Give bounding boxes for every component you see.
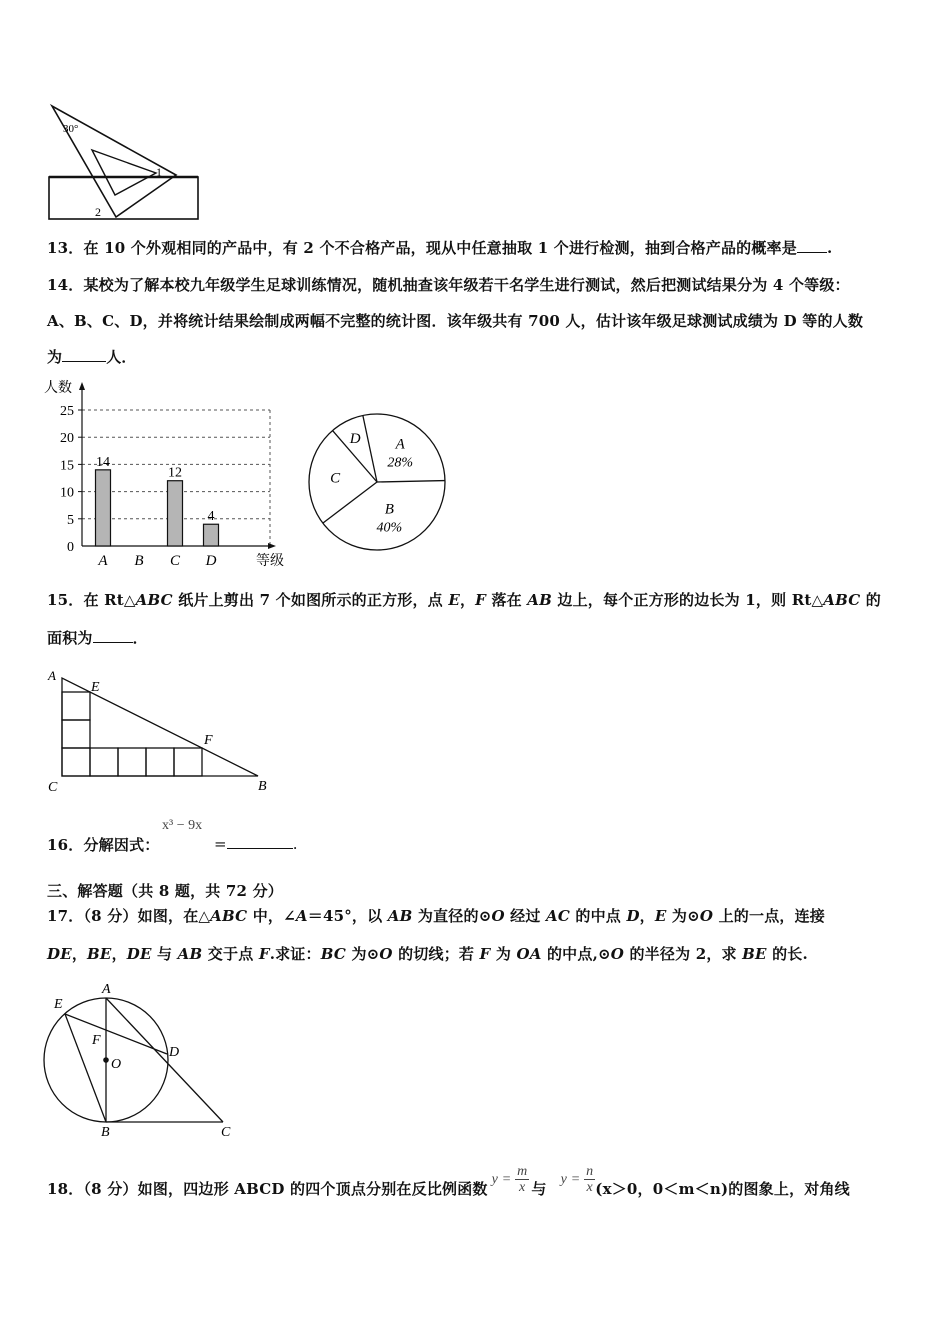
text-segment: 的半径为 2，求 — [624, 945, 743, 963]
text-segment: ， — [459, 591, 476, 609]
pie-slice-b-label: B — [384, 501, 394, 518]
point-f-label: F — [204, 733, 213, 748]
point-c-label: C — [48, 780, 58, 795]
q17-line2 — [47, 943, 808, 964]
x-axis-arrow — [268, 543, 276, 549]
text-segment: x — [519, 1180, 526, 1195]
text-segment: F — [258, 945, 270, 963]
q18-func1 — [492, 1164, 530, 1195]
x-category-label: A — [98, 553, 108, 569]
q15-line1 — [47, 589, 881, 610]
x-category-label: C — [169, 553, 181, 569]
text-segment: .求证： — [269, 945, 321, 963]
text-segment: O — [699, 907, 714, 925]
text-segment: 的 — [860, 591, 881, 609]
q14-line2: A、B、C、D，并将统计结果绘制成两幅不完整的统计图．该年级共有 700 人，估计该年级足球测试成绩为 D 等的人数 — [47, 312, 864, 330]
text-segment: ， — [71, 945, 88, 963]
segment-ed — [65, 1014, 167, 1054]
text-segment: 与 — [151, 945, 178, 963]
text-segment: y = — [560, 1172, 581, 1187]
text-segment: 18．（8 分）如图，四边形 ABCD 的四个顶点分别在反比例函数 — [47, 1180, 488, 1198]
pie-slice-b-percent: 40% — [376, 520, 403, 536]
text-segment: BE — [742, 945, 767, 963]
text-segment: F — [475, 591, 487, 609]
y-axis-title: 人数 — [44, 381, 72, 396]
square — [174, 748, 202, 776]
point-a-label: A — [48, 668, 56, 683]
text-segment: ABC — [823, 591, 861, 609]
pie-slice-a-percent: 28% — [387, 455, 414, 471]
circle-tangent-figure — [40, 980, 240, 1138]
text-segment: DE — [47, 945, 72, 963]
text-segment: 的中点 — [569, 907, 627, 925]
text-segment: ABC — [210, 907, 248, 925]
square — [118, 748, 146, 776]
text-segment: DE — [126, 945, 152, 963]
text-segment: 上的一点，连接 — [713, 907, 825, 925]
pie-chart — [300, 408, 460, 568]
text-segment: 经过 — [504, 907, 546, 925]
text-segment: ＝45°，以 — [307, 907, 388, 925]
q13-answer-blank[interactable] — [797, 238, 827, 253]
q18-line1 — [47, 1160, 850, 1199]
segment-ac — [106, 998, 223, 1122]
bar-value-label: 4 — [207, 509, 215, 525]
y-tick-label: 5 — [67, 512, 74, 528]
pie-slice-c-edge — [323, 482, 377, 523]
point-b-label: B — [101, 1125, 110, 1138]
x-axis-title: 等级 — [256, 554, 284, 569]
bar-value-label: 14 — [96, 454, 110, 470]
text-segment: O — [610, 945, 625, 963]
q14-line1: 14．某校为了解本校九年级学生足球训练情况，随机抽查该年级若干名学生进行测试，然后把测试结果分为 4 个等级： — [47, 276, 850, 294]
text-segment: x — [586, 1180, 593, 1195]
q17-line1 — [47, 905, 825, 926]
y-tick-label: 0 — [67, 540, 74, 555]
pie-slice-a-label: A — [395, 436, 405, 453]
text-segment: D — [626, 907, 640, 925]
pie-slice-d-label: D — [349, 431, 361, 448]
bar-chart — [44, 376, 294, 572]
text-segment: 纸片上剪出 7 个如图所示的正方形，点 — [172, 591, 449, 609]
point-c-label: C — [221, 1125, 231, 1138]
text-segment: 面积为 — [47, 629, 93, 647]
y-tick-label: 15 — [60, 458, 74, 474]
text-segment: . — [292, 835, 298, 853]
text-segment: ， — [639, 907, 655, 925]
q14-answer-blank[interactable] — [62, 347, 106, 362]
text-segment: = — [214, 835, 227, 853]
text-segment: ， — [111, 945, 127, 963]
text-segment: OA — [516, 945, 542, 963]
q18-func2 — [561, 1164, 596, 1195]
question-13 — [47, 237, 832, 258]
q16-answer-blank[interactable] — [227, 834, 293, 849]
q14-line3 — [47, 346, 137, 367]
text-segment: 落在 — [486, 591, 528, 609]
point-e-label: E — [91, 680, 100, 695]
text-segment: 为⊙ — [346, 945, 380, 963]
square — [62, 720, 90, 748]
pie-slice-a-edge — [363, 415, 377, 482]
text-segment: BE — [87, 945, 112, 963]
text-segment: y = — [491, 1172, 512, 1187]
bar-value-label: 12 — [168, 465, 182, 481]
text-segment: 中，∠ — [247, 907, 296, 925]
squares-triangle-figure — [44, 666, 276, 796]
x-category-label: D — [205, 553, 217, 569]
text-segment: O — [491, 907, 505, 925]
square — [62, 748, 90, 776]
pie-slice-b-edge — [377, 481, 445, 482]
text-segment: n — [586, 1164, 594, 1179]
text-segment: BC — [320, 945, 347, 963]
q13-text: 13．在 10 个外观相同的产品中，有 2 个不合格产品，现从中任意抽取 1 个进行检测，抽到合格产品的概率是 — [47, 239, 797, 257]
angle-2-label: 2 — [95, 205, 101, 219]
text-segment: E — [448, 591, 460, 609]
point-o-label: O — [111, 1057, 122, 1072]
text-segment: O — [379, 945, 393, 963]
bar-c — [168, 481, 183, 546]
bar-d — [204, 524, 219, 546]
text-segment: ABC — [135, 591, 173, 609]
text-segment: 交于点 — [202, 945, 259, 963]
angle-30-label: 30° — [63, 123, 79, 135]
q16-answer — [214, 834, 298, 853]
point-f-label: F — [92, 1033, 101, 1048]
text-segment: (x＞0，0＜m＜n)的图象上，对角线 — [595, 1180, 850, 1198]
square — [90, 748, 118, 776]
section-3-title: 三、解答题（共 8 题，共 72 分） — [47, 882, 284, 900]
text-segment: 为直径的⊙ — [412, 907, 492, 925]
text-segment: AB — [387, 907, 413, 925]
q16-expression: x³ − 9x — [162, 818, 203, 833]
text-segment: 17．（8 分）如图，在△ — [47, 907, 211, 925]
q14-line3-pre: 为 — [47, 348, 63, 366]
x-category-label: B — [134, 553, 144, 569]
text-segment: E — [654, 907, 667, 925]
angle-1-label: 1 — [156, 165, 162, 179]
y-axis-arrow — [79, 382, 85, 390]
set-square-figure — [44, 100, 204, 222]
square — [62, 692, 90, 720]
point-d-label: D — [169, 1045, 180, 1060]
text-segment: m — [517, 1164, 528, 1179]
text-segment: 为⊙ — [666, 907, 700, 925]
q15-answer-blank[interactable] — [93, 628, 133, 643]
text-segment: 边上，每个正方形的边长为 1，则 Rt△ — [551, 591, 824, 609]
y-tick-label: 20 — [60, 431, 74, 447]
text-segment: 的切线；若 — [392, 945, 480, 963]
q16-prefix: 16．分解因式： — [47, 836, 160, 854]
text-segment: 为 — [490, 945, 517, 963]
bar-a — [96, 470, 111, 546]
point-a-label: A — [102, 982, 111, 997]
pie-slice-c-label: C — [330, 470, 341, 487]
q14-line3-post: 人． — [106, 348, 137, 366]
text-segment: AC — [546, 907, 570, 925]
q13-end: . — [826, 239, 833, 257]
inner-triangle — [92, 150, 156, 195]
text-segment: 15．在 Rt△ — [47, 591, 136, 609]
segment-eb — [65, 1014, 106, 1122]
text-segment: 与 — [531, 1180, 547, 1198]
text-segment: F — [479, 945, 491, 963]
text-segment: ． — [132, 629, 148, 647]
y-tick-label: 10 — [60, 485, 74, 501]
point-e-label: E — [54, 997, 63, 1012]
text-segment: 的长. — [766, 945, 808, 963]
y-tick-label: 25 — [60, 404, 74, 419]
point-b-label: B — [258, 779, 267, 794]
text-segment: 的中点,⊙ — [541, 945, 611, 963]
text-segment: AB — [177, 945, 203, 963]
q15-line2 — [47, 627, 148, 648]
square — [146, 748, 174, 776]
center-dot — [103, 1057, 109, 1063]
text-segment: A — [295, 907, 308, 925]
text-segment: AB — [527, 591, 552, 609]
